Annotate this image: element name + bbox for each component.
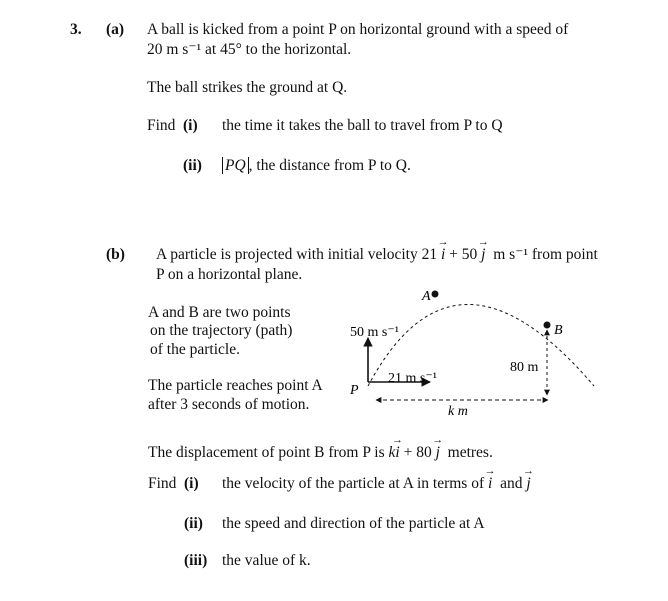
label-80-m: 80 m [510,360,539,375]
j-unit-vector-2: → j [436,443,440,462]
part-a-line1: A ball is kicked from a point P on horizontal ground with a speed of [147,21,569,38]
part-a-find: Find [147,117,176,134]
ab-line1: A and B are two points [148,304,291,321]
j-unit-vector-3: → j [526,474,530,493]
label-P: P [350,383,359,398]
displacement-text-a: The displacement of point B from P is [148,444,385,461]
trajectory-diagram [340,278,630,428]
label-21-ms: 21 m s⁻¹ [388,371,437,386]
point-A-dot [432,291,439,298]
part-b-line1-b: m s⁻¹ from point [493,246,598,263]
part-b-ii-label: (ii) [184,515,203,532]
part-b-plus-50: + 50 [449,246,478,263]
part-a-ii-rest: , the distance from P to Q. [248,157,411,174]
i-unit-vector: → i [441,245,445,264]
part-b-line1-a: A particle is projected with initial velocity 21 [156,246,438,263]
part-b-iii-text: the value of k. [222,552,311,569]
part-a-i-label: (i) [183,117,198,134]
part-b-i-label: (i) [184,475,199,492]
reach-line2: after 3 seconds of motion. [148,396,310,413]
point-B-dot [544,322,551,329]
reach-line1: The particle reaches point A [148,377,323,394]
displacement-plus-80: + 80 [403,444,432,461]
ab-line3: of the particle. [150,341,240,358]
part-a-i-text: the time it takes the ball to travel from P to Q [222,117,503,134]
part-a-strike: The ball strikes the ground at Q. [147,79,348,96]
part-b-line2: P on a horizontal plane. [156,266,303,283]
label-50-ms: 50 m s⁻¹ [350,325,399,340]
displacement-k: k [388,444,396,461]
j-unit-vector: → j [481,245,485,264]
i-unit-vector-3: → i [488,474,492,493]
part-b-label: (b) [106,246,125,263]
part-b-line1 [156,245,598,264]
pq-magnitude: PQ [222,157,249,174]
label-k-m: k m [448,404,468,419]
ab-line2: on the trajectory (path) [150,322,293,339]
displacement-text-b: metres. [447,444,493,461]
part-a-line2: 20 m s⁻¹ at 45° to the horizontal. [147,41,352,58]
displacement-line [148,443,493,462]
part-b-ii-text: the speed and direction of the particle at A [222,515,485,532]
part-b-i-text-a: the velocity of the particle at A in terms of [222,475,485,492]
question-number: 3. [70,21,82,38]
part-a-ii-label: (ii) [183,157,202,174]
part-a-ii-text [222,156,411,175]
part-a-label: (a) [106,21,125,38]
part-b-find: Find [148,475,177,492]
part-b-i-text [222,474,531,493]
part-b-i-and: and [500,475,523,492]
label-A: A [422,289,431,304]
part-b-iii-label: (iii) [184,552,208,569]
i-unit-vector-2: → i [395,443,399,462]
label-B: B [554,323,563,338]
